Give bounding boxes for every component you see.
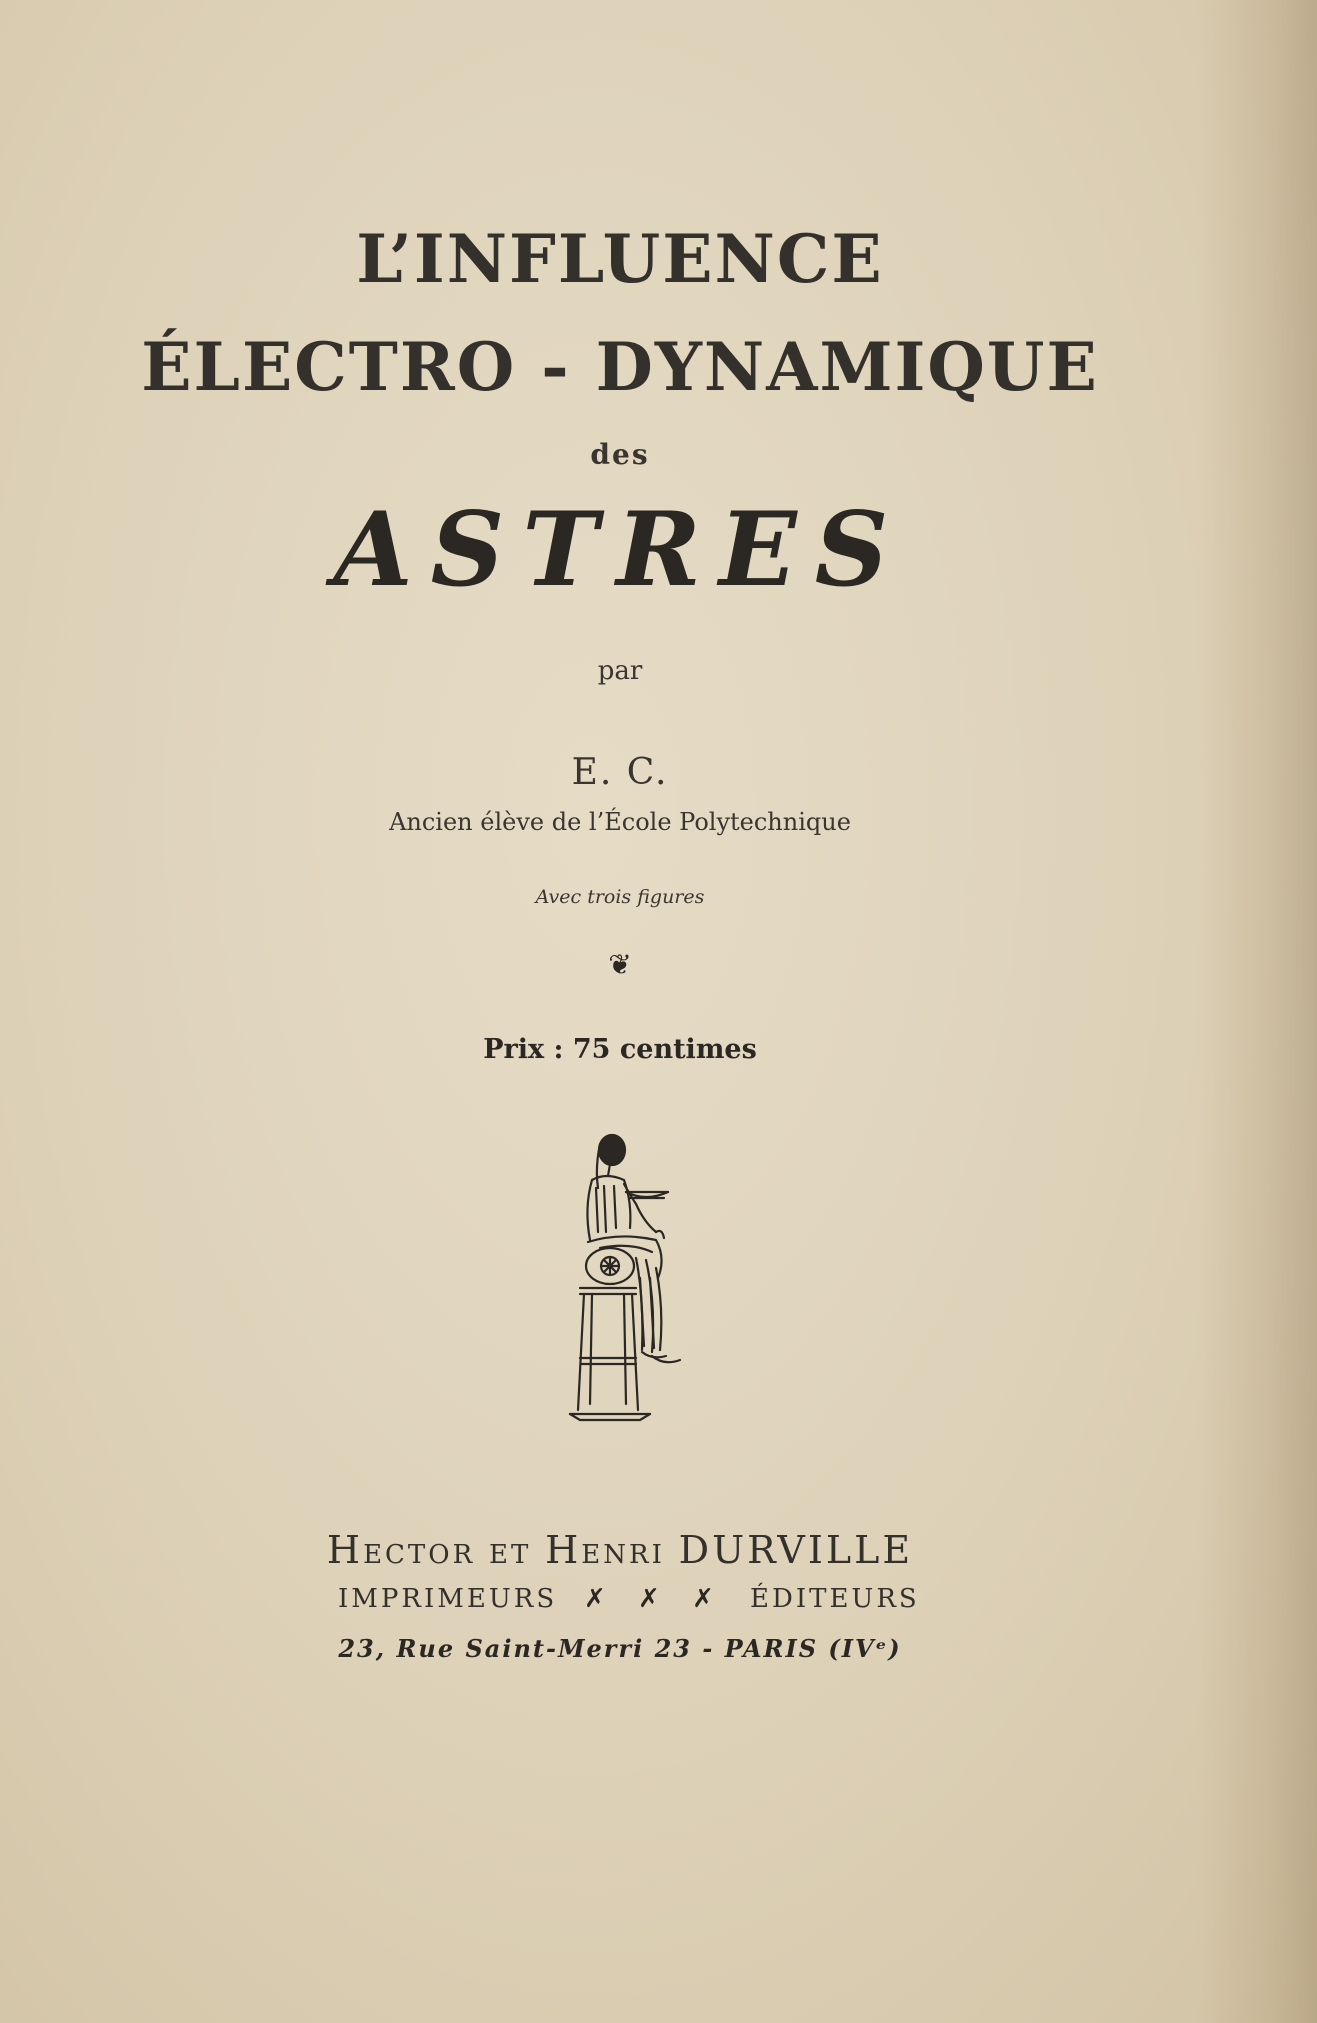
title-main: ASTRES xyxy=(333,490,907,610)
publisher-separator: ✗ ✗ ✗ xyxy=(584,1584,726,1614)
title-line-2: ÉLECTRO - DYNAMIQUE xyxy=(141,328,1099,406)
publisher-role-editors: ÉDITEURS xyxy=(750,1584,920,1614)
publisher-durville: DURVILLE xyxy=(678,1528,914,1572)
author-affiliation: Ancien élève de l’École Polytechnique xyxy=(389,808,851,836)
figures-note: Avec trois figures xyxy=(535,886,705,908)
publisher-address: 23, Rue Saint-Merri 23 - PARIS (IVᵉ) xyxy=(338,1634,902,1663)
publisher-henri-initial: H xyxy=(545,1528,582,1572)
byline-par: par xyxy=(597,656,643,686)
price-label: Prix : 75 centimes xyxy=(483,1034,757,1065)
page-edge-shadow xyxy=(1197,0,1317,2023)
publisher-hector-rest: ECTOR xyxy=(363,1540,476,1570)
publisher-role-printers: IMPRIMEURS xyxy=(338,1584,558,1614)
publisher-henri-rest: ENRI xyxy=(581,1540,665,1570)
title-connector: des xyxy=(590,438,650,471)
author-initials: E. C. xyxy=(571,752,669,793)
publisher-name xyxy=(0,1528,1240,1572)
seated-woman-reading-icon xyxy=(540,1128,700,1428)
publisher-hector-initial: H xyxy=(326,1528,364,1572)
publisher-et: ET xyxy=(488,1540,532,1570)
fleuron-icon: ❦ xyxy=(608,948,632,981)
title-line-1: L’INFLUENCE xyxy=(356,220,884,298)
